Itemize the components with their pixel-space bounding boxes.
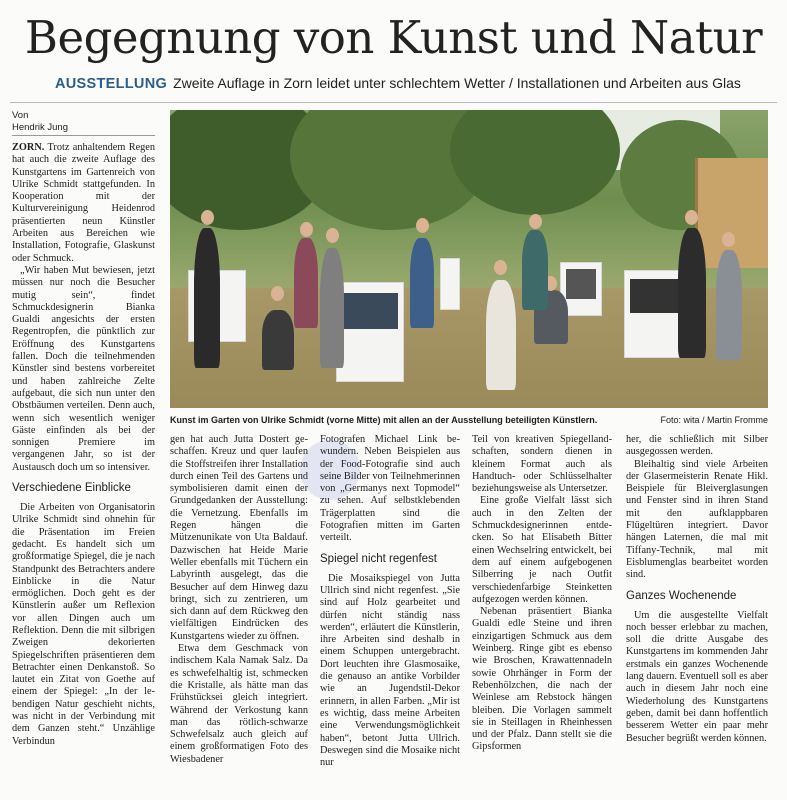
subheadline (55, 74, 775, 93)
dateline: ZORN. (12, 142, 45, 153)
photo-panel (440, 258, 460, 310)
photo-person (522, 230, 548, 310)
column-2 (170, 434, 308, 766)
header-rule (10, 102, 777, 103)
photo-person (262, 310, 294, 370)
paragraph: Um die ausgestellte Vielfalt noch besser erlebbar zu machen, soll die dritte Ausgabe des Kunstgartens im kommenden Jahr erstmals ein ganzes Wochenende lang dauern. Eventuell soll es aber auch in diesem Jahr noch eine Wiederholung des Kunstgartens geben, damit bei dann hoffentlich besserem Wetter ein paar mehr Besucher begrüßt werden können. (626, 609, 768, 744)
column-4 (472, 434, 612, 754)
byline-prefix: Von (12, 110, 29, 121)
paragraph: Nebenan präsentiert Bianka Gualdi edle Steine und ihren einzigartigen Schmuck aus dem Weinberg. Ringe gibt es ebenso wie Broschen, Krawattennadeln sowie Ohrhänger in Form der Rebenhölzchen, die nach der Weinlese am Rebstock hängen bleiben. Die Vorlagen sammelt sie in Steillagen in Rheinhessen und der Pfalz. Dann stellt sie die Gipsformen (472, 606, 612, 753)
paragraph: Teil von kreativen Spiegellandschaften, sondern dienen in kleinem Format auch als Handtuch- oder Schlüsselhalter beziehungsweise als Untersetzer. (472, 434, 612, 495)
paragraph (12, 142, 155, 265)
headline: Begegnung von Kunst und Natur (24, 11, 763, 64)
paragraph: Bleihaltig sind viele Arbeiten der Glasermeisterin Renate Hikl. Beispiele für Bleiverglasungen und Fenster sind in ihren Stand mit den aufklappbaren Flügeltüren integriert. Davor hängen Laternen, die mal mit Tiffany-Technik, mal mit Eisblumenglas bearbeitet worden sind. (626, 458, 768, 581)
column-3 (320, 434, 460, 769)
column-5 (626, 434, 768, 745)
paragraph: gen hat auch Jutta Dostert geschaffen. Kreuz und quer laufen die Stoffstreifen ihrer Installation durch einen Teil des Gartens und symbolisieren damit einen der Grundgedanken der Ausstellung: die Vernetzung. Ebenfalls im Regen hängen die Mützenunikate von Uta Baldauf. Dazwischen hat Heide Marie Weller ebenfalls mit Tüchern ein Labyrinth ausgelegt, das die Besucher auf dem Hinweg dazu bringt, sich zu zentrieren, um sich dann auf dem Rückweg den vielfältigen Eindrücken des Kunstgartens wieder zu öffnen. (170, 434, 308, 642)
photo-person (486, 280, 516, 390)
photo-person (716, 250, 742, 360)
photo-person (194, 228, 220, 368)
photo-tree (450, 110, 620, 215)
paragraph: her, die schließlich mit Silber ausgegossen werden. (626, 434, 768, 458)
deck: Zweite Auflage in Zorn leidet unter schlechtem Wetter / Installationen und Arbeiten aus Glas (173, 75, 741, 91)
photo-credit: Foto: wita / Martin Fromme (660, 415, 768, 425)
subheading: Ganzes Wochenende (626, 589, 737, 602)
byline (12, 110, 68, 134)
byline-rule (12, 135, 155, 136)
paragraph: Eine große Vielfalt lässt sich auch in den Zelten der Schmuckdesignerinnen entdecken. So hat Elisabeth Bitter einen Wechselring entwickelt, bei dem auf einem aufgebogenen Silberring je nach Outfit verschiedenfarbige Steinketten aufgezogen werden können. (472, 495, 612, 605)
paragraph: „Wir haben Mut bewiesen, jetzt müssen nur noch die Besucher mutig sein“, findet Schmuckdesignerin Bianka Gualdi angesichts der ersten Regentropfen, die pünktlich zur Eröffnung des Kunstgartens fallen. Doch die teilnehmenden Künstler sind bestens vorbereitet und haben zahlreiche Zelte aufgebaut, die sich nun unter den Obstbäumen verteilen. Denn auch, wenn sich wesentlich weniger Gäste einfinden als bei der sonnigen Premiere im vergangenen Jahr, so ist der Austausch doch um so intensiver. (12, 264, 155, 473)
photo-caption (170, 414, 768, 426)
photo-panel (336, 282, 404, 382)
photo-person (410, 238, 434, 328)
paragraph: Die Arbeiten von Organisatorin Ulrike Schmidt sind ohnehin für die Präsentation im Freien gedacht. Es handelt sich um großformatige Spiegel, die je nach Standpunkt des Betrachters andere Einblicke in die Natur ermöglichen. Doch geht es der Künstlerin außer um Reflexion vor allen Dingen auch um Reflektion. Denn die mit silbrigen Zweigen dekorierten Spiegelschriften präsentieren dem Betrachter einen Denkanstoß. So lautet ein Zitat von Goethe auf einem der Spiegel: „In der lebendigen Natur geschieht nichts, was nicht in der Verbindung mit dem Ganzen steht.“ Unzählige Verbindun (12, 502, 155, 747)
caption-text: Kunst im Garten von Ulrike Schmidt (vorne Mitte) mit allen an der Ausstellung beteiligten Künstlern. (170, 415, 598, 425)
column-1 (12, 142, 155, 748)
paragraph-text: Trotz anhaltendem Regen hat auch die zweite Auflage des Kunstgartens im Gartenreich von Ulrike Schmidt stattgefunden. In Kooperation mit der Kulturvereinigung Heidenrod präsentierten neun Künstler Arbeiten aus Bereichen wie Installation, Fotografie, Glaskunst oder Schmuck. (12, 142, 156, 264)
subheading: Verschiedene Einblicke (12, 482, 131, 495)
photo-person (678, 228, 706, 358)
photo-panel (624, 270, 686, 358)
paragraph: Fotografen Michael Link bewundern. Neben Beispielen aus der Food-Fotografie sind auch seine Bilder von Teilnehmerinnen von „Germanys next Topmodel“ zu sehen. Auf selbstklebenden Trägerplatten sind die Fotografien mitten im Garten verteilt. (320, 434, 460, 544)
article-photo (170, 110, 768, 408)
subheading: Spiegel nicht regenfest (320, 552, 437, 565)
photo-person (294, 238, 318, 328)
paragraph: Etwa dem Geschmack von indischem Kala Namak Salz. Da es schwefelhaltig ist, schmecken die Kristalle, als hätte man das Frühstücksei gleich integriert. Während der Verkostung kann man das rötlich-schwarze Schwefelsalz auch gleich auf einem großformatigen Foto des Wiesbadener (170, 643, 308, 765)
kicker: AUSSTELLUNG (55, 76, 168, 92)
paragraph: Die Mosaikspiegel von Jutta Ullrich sind nicht regenfest. „Sie sind auf Holz gearbeitet und dürfen nicht ständig nass werden“, erläutert die Künstlerin, ihre Arbeiten sind deshalb in einem Schuppen untergebracht. Dort leuchten ihre Glasmosaike, die genauso an antike Vorbilder wie an Jugendstil-Dekor erinnern, in allen Farben. „Mir ist es wichtig, dass meine Arbeiten eine Verwendungsmöglichkeit haben“, betont Jutta Ullrich. Deswegen sind die Mosaike nicht nur (320, 572, 460, 769)
photo-person (320, 248, 344, 368)
byline-author: Hendrik Jung (12, 122, 68, 133)
